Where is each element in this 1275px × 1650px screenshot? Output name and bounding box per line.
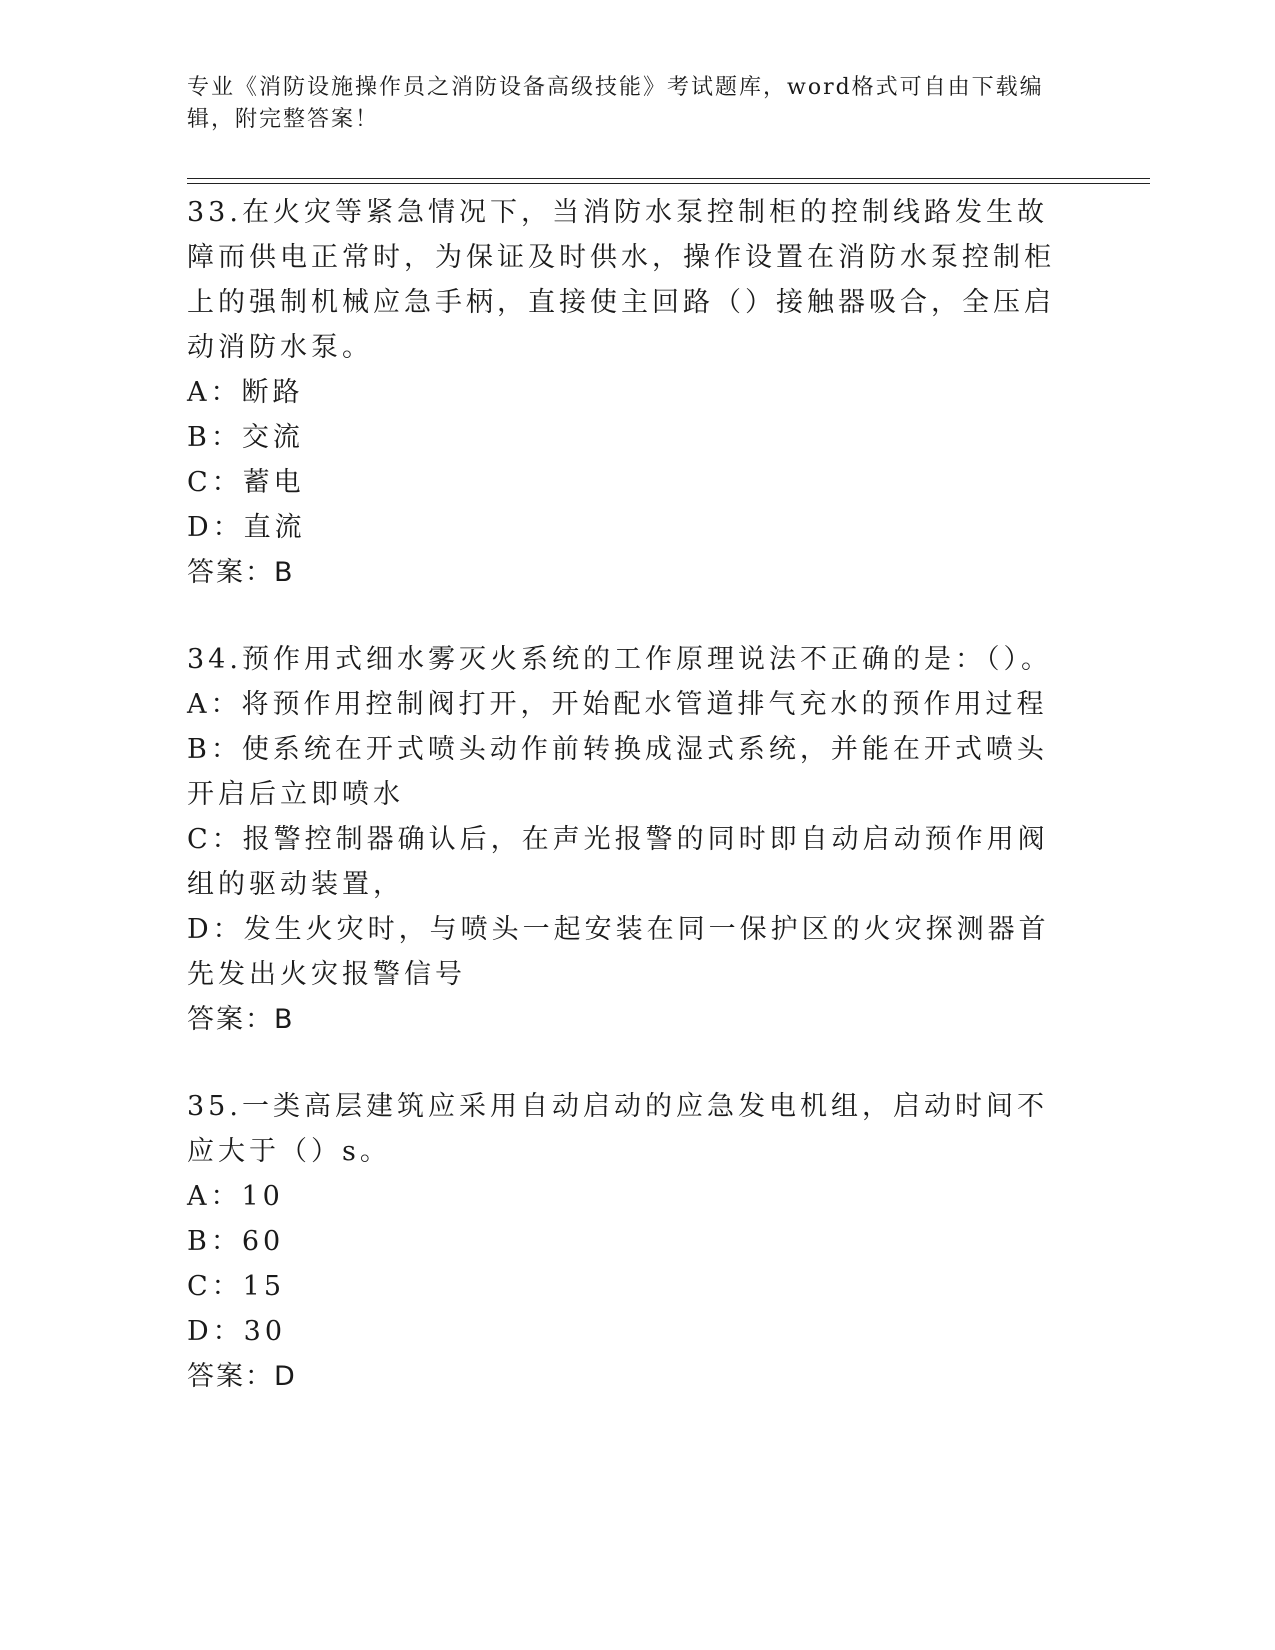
option-d: D：发生火灾时，与喷头一起安装在同一保护区的火灾探测器首先发出火灾报警信号: [187, 914, 1050, 990]
answer: 答案：B: [187, 557, 295, 588]
option-b: B：使系统在开式喷头动作前转换成湿式系统，并能在开式喷头开启后立即喷水: [187, 734, 1048, 810]
option-c: C：15: [187, 1271, 286, 1302]
option-d: D：30: [187, 1316, 287, 1347]
option-b: B：60: [187, 1226, 285, 1257]
question-list: [187, 190, 1067, 1441]
question-34: [187, 637, 1067, 1042]
answer: 答案：D: [187, 1361, 297, 1392]
question-35: [187, 1084, 1067, 1399]
question-stem: 33.在火灾等紧急情况下，当消防水泵控制柜的控制线路发生故障而供电正常时，为保证及时供水，操作设置在消防水泵控制柜上的强制机械应急手柄，直接使主回路（）接触器吸合，全压启动消防水泵。: [187, 197, 1055, 363]
answer: 答案：B: [187, 1004, 295, 1035]
option-a: A：断路: [187, 377, 304, 408]
option-a: A：10: [187, 1181, 284, 1212]
option-d: D：直流: [187, 512, 306, 543]
header-divider-top: [187, 178, 1150, 179]
document-header: [187, 72, 1067, 136]
question-33: [187, 190, 1067, 595]
option-c: C：蓄电: [187, 467, 305, 498]
question-stem: 35.一类高层建筑应采用自动启动的应急发电机组，启动时间不应大于（）s。: [187, 1091, 1048, 1167]
option-a: A：将预作用控制阀打开，开始配水管道排气充水的预作用过程: [187, 689, 1048, 720]
header-divider-bottom: [187, 183, 1150, 184]
question-stem: 34.预作用式细水雾灭火系统的工作原理说法不正确的是：（）。: [187, 644, 1052, 675]
option-c: C：报警控制器确认后，在声光报警的同时即自动启动预作用阀组的驱动装置，: [187, 824, 1049, 900]
option-b: B：交流: [187, 422, 304, 453]
header-intro: 专业《消防设施操作员之消防设备高级技能》考试题库，word格式可自由下载编辑，附完整答案！: [187, 75, 1044, 132]
